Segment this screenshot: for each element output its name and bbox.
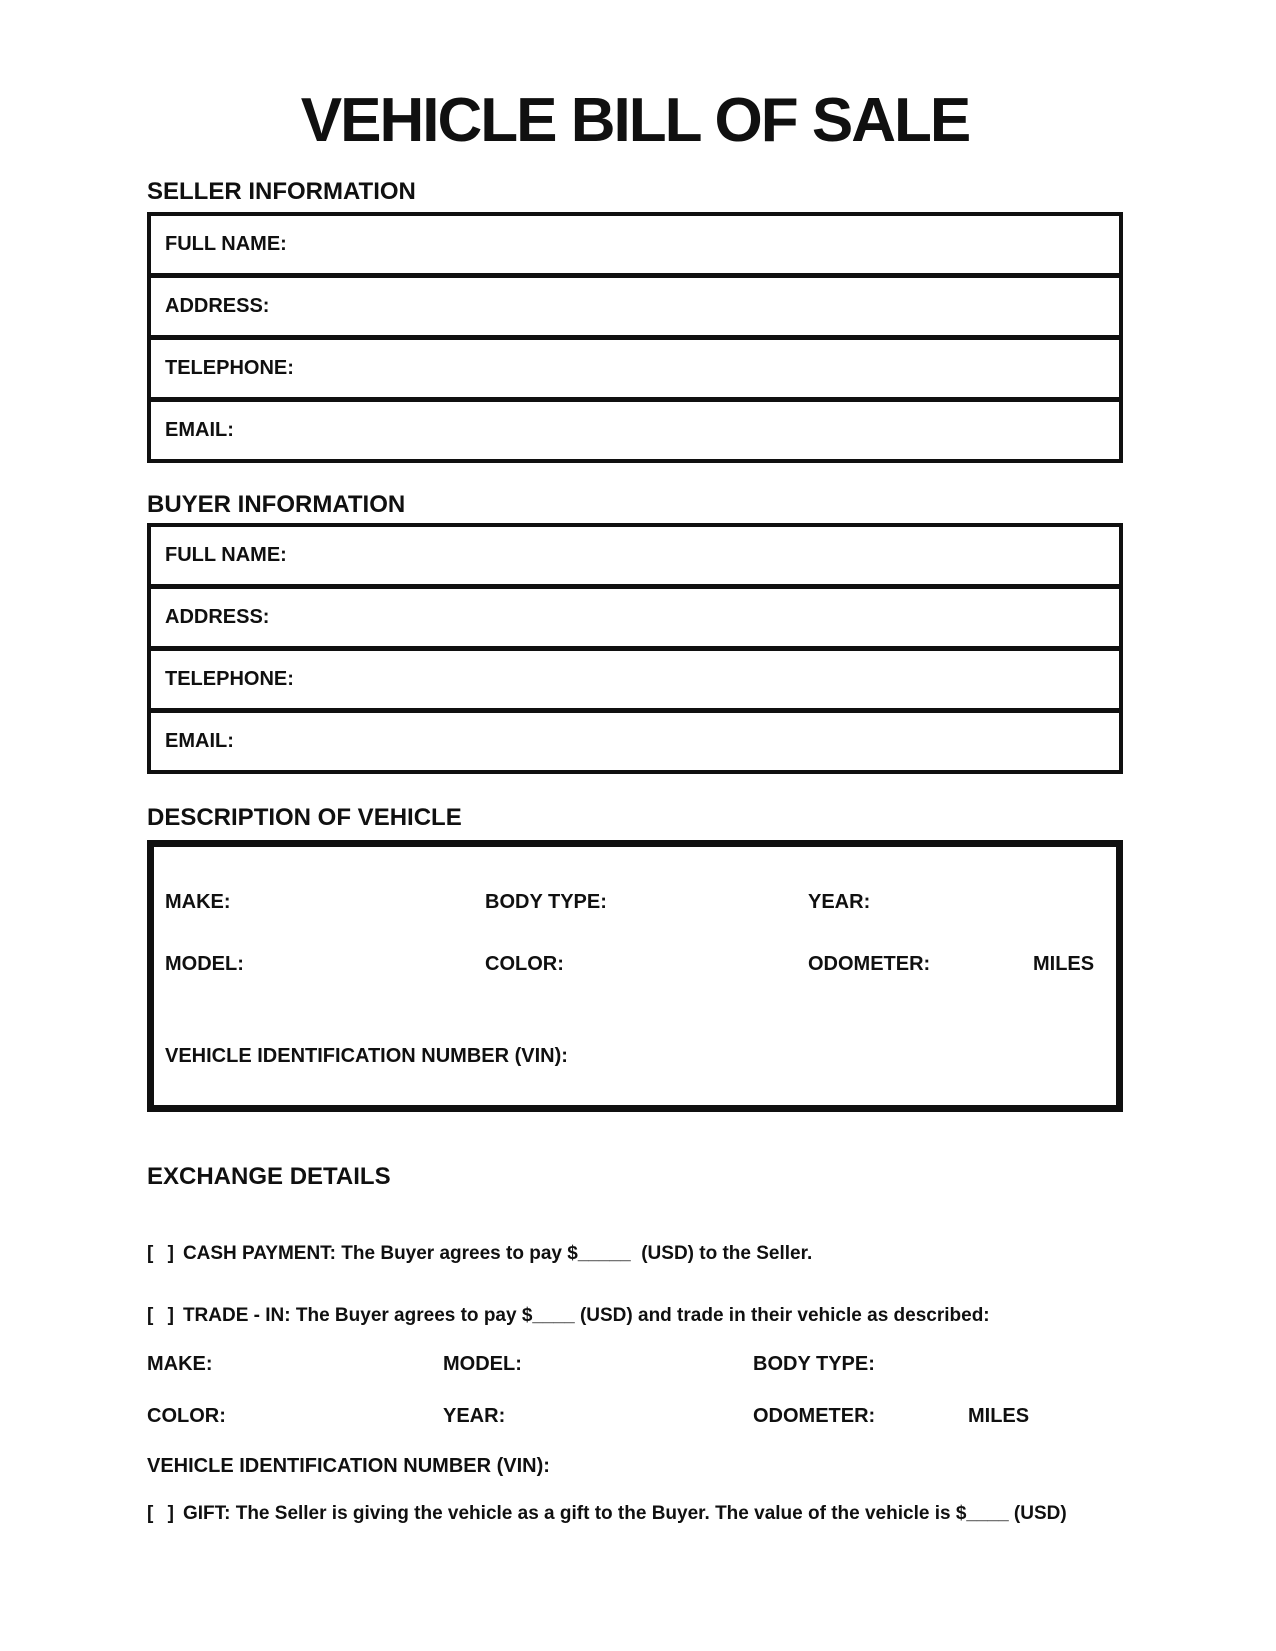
buyer-info-table: [147, 523, 1123, 774]
vehicle-miles-label: MILES: [1033, 953, 1095, 975]
trade-in-checkbox[interactable]: [ ]: [147, 1305, 174, 1326]
vehicle-make-label: MAKE:: [165, 891, 231, 913]
vehicle-model-label: MODEL:: [165, 953, 244, 975]
seller-full-name-label: FULL NAME:: [165, 233, 287, 255]
buyer-email-field[interactable]: [151, 708, 1119, 770]
trade-in-line: [147, 1302, 1123, 1330]
seller-section-heading: SELLER INFORMATION: [147, 178, 416, 205]
vehicle-row-1: [154, 891, 1116, 919]
gift-checkbox[interactable]: [ ]: [147, 1503, 174, 1524]
vehicle-section-heading: DESCRIPTION OF VEHICLE: [147, 804, 462, 831]
vehicle-vin-label: VEHICLE IDENTIFICATION NUMBER (VIN):: [165, 1045, 568, 1067]
trade-year-label: YEAR:: [443, 1405, 506, 1427]
buyer-full-name-label: FULL NAME:: [165, 544, 287, 566]
seller-address-label: ADDRESS:: [165, 295, 270, 317]
cash-payment-checkbox[interactable]: [ ]: [147, 1243, 174, 1264]
vehicle-body-type-label: BODY TYPE:: [485, 891, 607, 913]
seller-address-field[interactable]: [151, 273, 1119, 335]
buyer-telephone-label: TELEPHONE:: [165, 668, 294, 690]
trade-vehicle-row-2: [147, 1402, 1123, 1430]
exchange-section-heading: EXCHANGE DETAILS: [147, 1163, 391, 1190]
document-title: VEHICLE BILL OF SALE: [300, 86, 970, 155]
vehicle-row-2: [154, 953, 1116, 981]
trade-body-type-label: BODY TYPE:: [753, 1353, 875, 1375]
seller-telephone-label: TELEPHONE:: [165, 357, 294, 379]
trade-in-text: TRADE - IN: The Buyer agrees to pay $____ (USD) and trade in their vehicle as described:: [182, 1305, 990, 1326]
buyer-email-label: EMAIL:: [165, 730, 234, 752]
vehicle-year-label: YEAR:: [808, 891, 871, 913]
buyer-address-label: ADDRESS:: [165, 606, 270, 628]
trade-color-label: COLOR:: [147, 1405, 226, 1427]
trade-odometer-label: ODOMETER:: [753, 1405, 876, 1427]
trade-vin-line: VEHICLE IDENTIFICATION NUMBER (VIN):: [147, 1455, 550, 1477]
buyer-telephone-field[interactable]: [151, 646, 1119, 708]
buyer-section-heading: BUYER INFORMATION: [147, 491, 406, 518]
document-content: [147, 0, 1123, 1528]
cash-payment-line: [147, 1240, 1123, 1268]
buyer-address-field[interactable]: [151, 584, 1119, 646]
trade-vehicle-row-1: [147, 1350, 1123, 1378]
gift-line: [147, 1500, 1123, 1528]
seller-email-field[interactable]: [151, 397, 1119, 459]
seller-info-table: [147, 212, 1123, 463]
trade-model-label: MODEL:: [443, 1353, 522, 1375]
seller-telephone-field[interactable]: [151, 335, 1119, 397]
trade-make-label: MAKE:: [147, 1353, 213, 1375]
buyer-full-name-field[interactable]: [151, 527, 1119, 584]
vehicle-description-box: [147, 840, 1123, 1112]
cash-payment-text: CASH PAYMENT: The Buyer agrees to pay $_____ (USD) to the Seller.: [182, 1243, 813, 1264]
seller-email-label: EMAIL:: [165, 419, 234, 441]
gift-text: GIFT: The Seller is giving the vehicle as a gift to the Buyer. The value of the vehicle is $____ (USD): [182, 1503, 1067, 1524]
seller-full-name-field[interactable]: [151, 216, 1119, 273]
trade-miles-label: MILES: [968, 1405, 1030, 1427]
vehicle-odometer-label: ODOMETER:: [808, 953, 931, 975]
vehicle-color-label: COLOR:: [485, 953, 564, 975]
vehicle-row-3: [154, 1045, 1116, 1073]
